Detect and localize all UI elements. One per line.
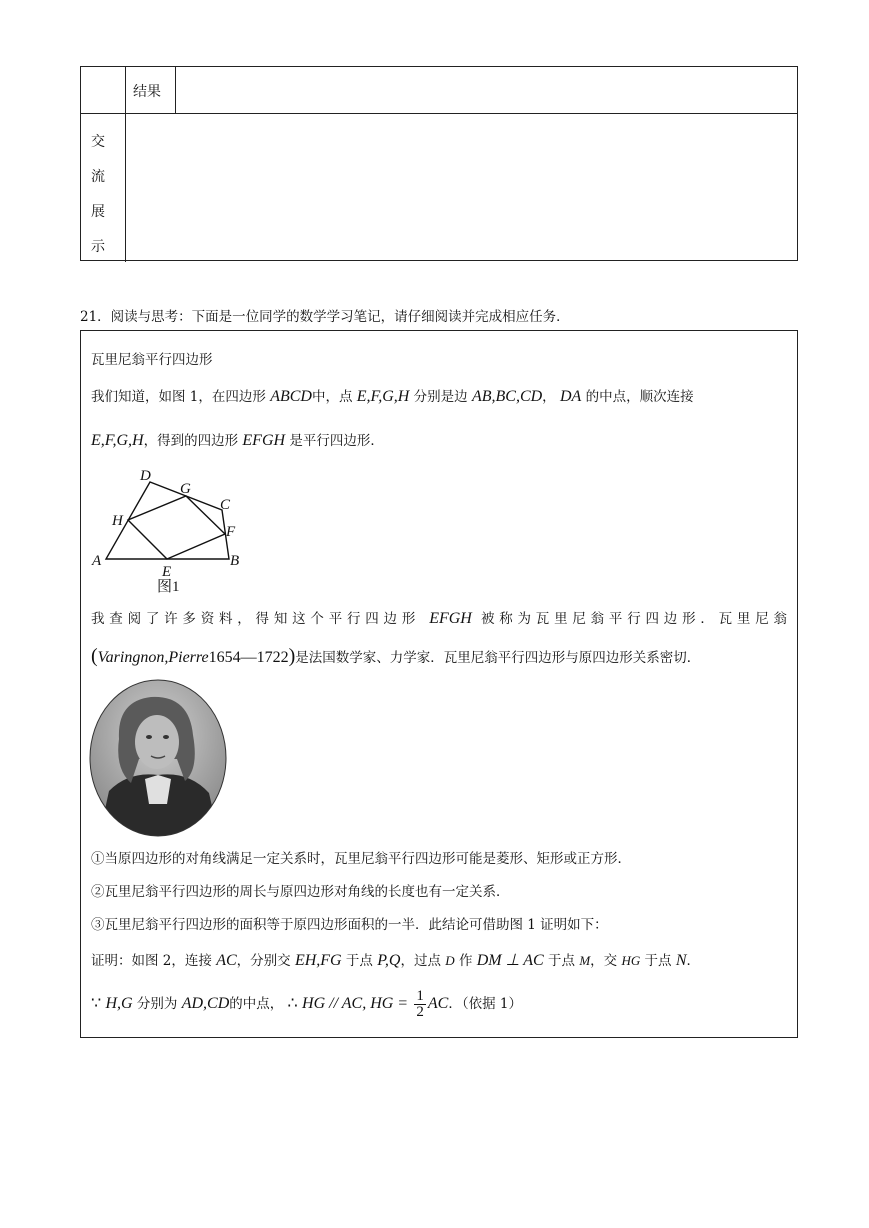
- math: DM ⊥ AC: [476, 952, 544, 969]
- paren-open: (: [91, 645, 98, 667]
- math: P,Q: [377, 952, 401, 969]
- side-char: 示: [91, 239, 105, 255]
- label-d: D: [140, 468, 151, 484]
- because-line: [91, 989, 787, 1020]
- label-c: C: [220, 497, 231, 513]
- paragraph-1: [91, 385, 787, 406]
- math: M: [579, 953, 591, 968]
- question-header: 21．阅读与思考：下面是一位同学的数学学习笔记，请仔细阅读并完成相应任务．: [80, 309, 570, 325]
- text: 我们知道，如图 1，在四边形: [91, 389, 266, 405]
- math: Varingnon,Pierre: [97, 649, 209, 666]
- math: HG // AC, HG =: [302, 995, 409, 1012]
- text: 于点: [548, 953, 576, 969]
- math: DA: [559, 388, 582, 405]
- text: 中，点: [311, 389, 353, 405]
- text: 被称为瓦里尼翁平行四边形．瓦里尼翁: [480, 611, 787, 627]
- math: EH,FG: [294, 952, 342, 969]
- label-e: E: [162, 564, 172, 580]
- math: H,G: [105, 995, 133, 1012]
- math: AC: [427, 995, 449, 1012]
- text: 的中点，: [229, 996, 284, 1012]
- math: AD,CD: [181, 995, 230, 1012]
- fraction-one-half: [414, 989, 426, 1020]
- math: E,F,G,H: [91, 432, 144, 449]
- table-divider: [81, 113, 797, 114]
- label-h: H: [112, 513, 123, 529]
- paragraph-3: [91, 607, 787, 628]
- therefore-symbol: ∴: [287, 995, 298, 1012]
- result-table: [80, 66, 798, 261]
- text: ，: [542, 389, 556, 405]
- math: 1654—1722: [208, 649, 289, 666]
- text: 的中点，顺次连接: [585, 389, 694, 405]
- text: 于点: [345, 953, 373, 969]
- note-item-3: ③瓦里尼翁平行四边形的面积等于原四边形面积的一半．此结论可借助图 1 证明如下：: [91, 917, 608, 933]
- label-b: B: [230, 553, 240, 569]
- math: EFGH: [429, 610, 472, 627]
- text: 分别为: [136, 996, 178, 1012]
- text: ．: [686, 953, 700, 969]
- text: ，分别交: [236, 953, 291, 969]
- text: 证明：如图 2，连接: [91, 953, 212, 969]
- exchange-display-label: [91, 125, 111, 265]
- text: 于点: [644, 953, 672, 969]
- paren-close: ): [288, 645, 296, 667]
- because-symbol: ∵: [91, 995, 102, 1012]
- table-divider: [175, 67, 176, 114]
- math: AC: [216, 952, 237, 969]
- result-label: 结果: [133, 84, 161, 100]
- figure-1-quadrilateral: [89, 463, 249, 593]
- varignon-portrait: [89, 679, 227, 837]
- paragraph-2: [91, 429, 787, 450]
- text: 是平行四边形．: [289, 433, 384, 449]
- math: EFGH: [242, 432, 286, 449]
- math: D: [445, 953, 455, 968]
- text: ．（依据 1）: [448, 996, 522, 1012]
- denominator: 2: [416, 1004, 424, 1020]
- side-char: 流: [91, 169, 105, 185]
- text: ，过点: [400, 953, 441, 969]
- text: 分别是边: [413, 389, 468, 405]
- math: HG: [621, 953, 641, 968]
- text: 作: [458, 953, 473, 969]
- math: ABCD: [270, 388, 312, 405]
- text: ，交: [590, 953, 618, 969]
- side-char: 交: [91, 134, 105, 150]
- figure-1-caption: 图1: [157, 579, 180, 593]
- math: AB,BC,CD: [471, 388, 543, 405]
- text: 是法国数学家、力学家．瓦里尼翁平行四边形与原四边形关系密切．: [295, 650, 701, 666]
- note-title: 瓦里尼翁平行四边形: [91, 352, 213, 368]
- label-f: F: [226, 524, 236, 540]
- paragraph-4: [91, 645, 787, 668]
- side-char: 展: [91, 204, 105, 220]
- study-note: [80, 330, 798, 1038]
- math: E,F,G,H: [356, 388, 410, 405]
- label-a: A: [92, 553, 102, 569]
- table-divider: [125, 67, 126, 262]
- text: ，得到的四边形: [143, 433, 239, 449]
- math: N: [675, 952, 687, 969]
- proof-line: [91, 949, 787, 970]
- note-item-2: ②瓦里尼翁平行四边形的周长与原四边形对角线的长度也有一定关系．: [91, 884, 510, 900]
- label-g: G: [180, 481, 191, 497]
- numerator: 1: [416, 988, 424, 1004]
- note-item-1: ①当原四边形的对角线满足一定关系时，瓦里尼翁平行四边形可能是菱形、矩形或正方形．: [91, 851, 631, 867]
- text: 我查阅了许多资料，得知这个平行四边形: [91, 611, 421, 627]
